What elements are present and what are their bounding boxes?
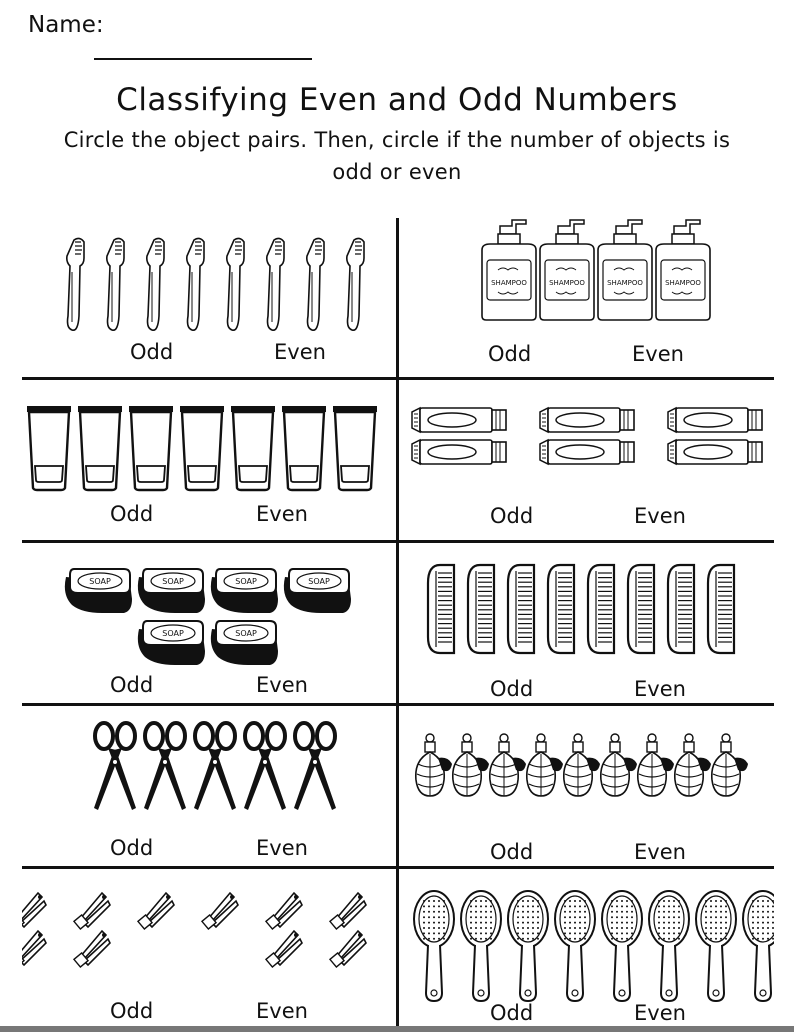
soap-bar-icon[interactable] [138,569,205,613]
nail-clipper-icon[interactable] [266,931,302,967]
comb-icon[interactable] [508,565,534,653]
exercise-cell [398,869,774,1026]
comb-icon[interactable] [468,565,494,653]
exercise-cell [22,706,398,866]
toothpaste-tube-icon[interactable] [412,408,506,432]
object-group[interactable] [22,218,398,378]
nail-clipper-icon[interactable] [138,893,174,929]
toothbrush-icon[interactable] [307,238,324,330]
toothpaste-tube-icon[interactable] [412,440,506,464]
even-choice[interactable]: Even [256,673,308,697]
name-label: Name: [28,12,104,38]
object-group[interactable] [398,706,774,866]
exercise-cell [398,706,774,866]
nail-clipper-icon[interactable] [74,893,110,929]
exercise-cell [22,218,398,378]
exercise-cell [398,543,774,703]
hair-brush-icon[interactable] [602,891,642,1001]
toothbrush-icon[interactable] [147,238,164,330]
even-choice[interactable]: Even [256,502,308,526]
shampoo-bottle-icon[interactable] [656,220,710,320]
svg-text:SHAMPOO: SHAMPOO [491,279,527,287]
odd-choice[interactable]: Odd [488,342,532,366]
perfume-bottle-icon[interactable] [712,734,748,796]
soap-bar-icon[interactable] [138,621,205,665]
object-group[interactable] [22,869,398,1026]
even-choice[interactable]: Even [256,836,308,860]
svg-text:SOAP: SOAP [162,629,184,638]
even-choice[interactable]: Even [632,342,684,366]
nail-clipper-icon[interactable] [74,931,110,967]
object-group[interactable] [22,543,398,703]
odd-choice[interactable]: Odd [110,673,154,697]
nail-clipper-icon[interactable] [330,893,366,929]
scissors-icon[interactable] [194,723,236,810]
scissors-icon[interactable] [244,723,286,810]
hair-brush-icon[interactable] [414,891,454,1001]
odd-choice[interactable]: Odd [490,677,534,701]
nail-clipper-icon[interactable] [266,893,302,929]
object-group[interactable] [398,218,774,378]
cup-icon[interactable] [180,406,224,490]
even-choice[interactable]: Even [634,1001,686,1025]
svg-text:SHAMPOO: SHAMPOO [549,279,585,287]
toothbrush-icon[interactable] [107,238,124,330]
toothbrush-icon[interactable] [227,238,244,330]
shampoo-bottle-icon[interactable] [598,220,652,320]
comb-icon[interactable] [708,565,734,653]
svg-text:SOAP: SOAP [235,577,257,586]
even-choice[interactable]: Even [256,999,308,1023]
odd-choice[interactable]: Odd [490,1001,534,1025]
perfume-bottle-icon[interactable] [527,734,563,796]
name-line[interactable] [94,58,312,60]
toothbrush-icon[interactable] [267,238,284,330]
even-choice[interactable]: Even [274,340,326,364]
svg-text:SOAP: SOAP [235,629,257,638]
exercise-cell [398,380,774,540]
object-group[interactable] [22,706,398,866]
svg-text:SOAP: SOAP [162,577,184,586]
hair-brush-icon[interactable] [508,891,548,1001]
page-bottom-bar [0,1026,794,1032]
odd-choice[interactable]: Odd [490,840,534,864]
hair-brush-icon[interactable] [696,891,736,1001]
nail-clipper-icon[interactable] [330,931,366,967]
object-group[interactable] [22,380,398,540]
soap-bar-icon[interactable] [211,569,278,613]
scissors-icon[interactable] [294,723,336,810]
even-choice[interactable]: Even [634,504,686,528]
object-group[interactable] [398,543,774,703]
odd-choice[interactable]: Odd [110,836,154,860]
toothbrush-icon[interactable] [67,238,84,330]
svg-text:SHAMPOO: SHAMPOO [607,279,643,287]
comb-icon[interactable] [628,565,654,653]
hair-brush-icon[interactable] [743,891,774,1001]
perfume-bottle-icon[interactable] [416,734,452,796]
toothpaste-tube-icon[interactable] [668,440,762,464]
hair-brush-icon[interactable] [649,891,689,1001]
object-group[interactable] [398,380,774,540]
even-choice[interactable]: Even [634,840,686,864]
cup-icon[interactable] [333,406,377,490]
toothbrush-icon[interactable] [347,238,364,330]
svg-text:SHAMPOO: SHAMPOO [665,279,701,287]
svg-text:SOAP: SOAP [89,577,111,586]
comb-icon[interactable] [428,565,454,653]
soap-bar-icon[interactable] [284,569,351,613]
hair-brush-icon[interactable] [461,891,501,1001]
cup-icon[interactable] [129,406,173,490]
cup-icon[interactable] [78,406,122,490]
comb-icon[interactable] [588,565,614,653]
exercise-cell [22,543,398,703]
object-group[interactable] [398,869,774,1026]
perfume-bottle-icon[interactable] [675,734,711,796]
odd-choice[interactable]: Odd [490,504,534,528]
odd-choice[interactable]: Odd [130,340,174,364]
comb-icon[interactable] [548,565,574,653]
cup-icon[interactable] [231,406,275,490]
toothpaste-tube-icon[interactable] [540,408,634,432]
page-title: Classifying Even and Odd Numbers [116,82,678,118]
perfume-bottle-icon[interactable] [453,734,489,796]
scissors-icon[interactable] [144,723,186,810]
toothpaste-tube-icon[interactable] [540,440,634,464]
scissors-icon[interactable] [94,723,136,810]
nail-clipper-icon[interactable] [22,893,46,929]
exercise-cell [398,218,774,378]
hair-brush-icon[interactable] [555,891,595,1001]
odd-choice[interactable]: Odd [110,999,154,1023]
soap-bar-icon[interactable] [211,621,278,665]
exercise-cell [22,869,398,1026]
soap-bar-icon[interactable] [65,569,132,613]
toothpaste-tube-icon[interactable] [668,408,762,432]
toothbrush-icon[interactable] [187,238,204,330]
nail-clipper-icon[interactable] [202,893,238,929]
shampoo-bottle-icon[interactable] [540,220,594,320]
shampoo-bottle-icon[interactable] [482,220,536,320]
svg-text:SOAP: SOAP [308,577,330,586]
cup-icon[interactable] [27,406,71,490]
nail-clipper-icon[interactable] [22,931,46,967]
cup-icon[interactable] [282,406,326,490]
perfume-bottle-icon[interactable] [601,734,637,796]
exercise-cell [22,380,398,540]
even-choice[interactable]: Even [634,677,686,701]
instructions-line-2: odd or even [332,160,462,184]
instructions-line-1: Circle the object pairs. Then, circle if the number of objects is [63,128,731,152]
perfume-bottle-icon[interactable] [490,734,526,796]
perfume-bottle-icon[interactable] [564,734,600,796]
odd-choice[interactable]: Odd [110,502,154,526]
perfume-bottle-icon[interactable] [638,734,674,796]
comb-icon[interactable] [668,565,694,653]
